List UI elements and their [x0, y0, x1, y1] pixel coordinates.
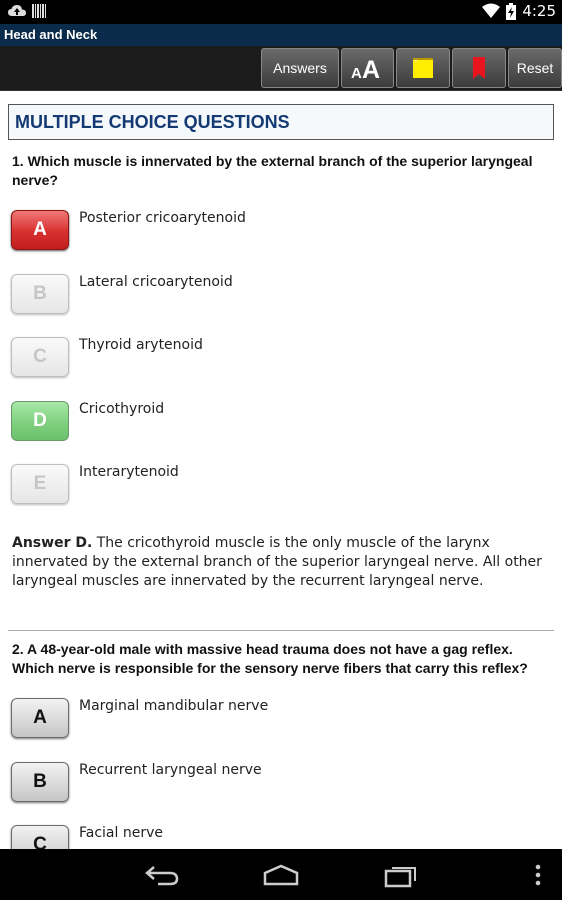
barcode-icon [32, 3, 46, 19]
question-divider [8, 630, 554, 631]
q1-option-a-label[interactable]: Posterior cricoarytenoid [79, 210, 246, 226]
app-title: Head and Neck [4, 27, 98, 42]
q1-option-d-button[interactable]: D [11, 401, 69, 441]
battery-icon [506, 3, 516, 20]
app-title-bar [0, 24, 562, 46]
question-2-text: 2. A 48-year-old male with massive head trauma does not have a gag reflex. Which nerve is responsible for the sensory nerve fibers that carry this reflex? [12, 641, 528, 676]
q1-option-b-label[interactable]: Lateral cricoarytenoid [79, 274, 233, 290]
q2-option-c-label[interactable]: Facial nerve [79, 825, 163, 841]
status-bar [0, 0, 562, 24]
status-time: 4:25 [522, 2, 556, 20]
q2-option-b-label[interactable]: Recurrent laryngeal nerve [79, 762, 262, 778]
highlighter-icon [412, 57, 434, 79]
q1-option-c-button[interactable]: C [11, 337, 69, 377]
q1-option-c-label[interactable]: Thyroid arytenoid [79, 337, 203, 353]
wifi-icon [482, 3, 500, 19]
recent-apps-icon[interactable] [384, 862, 418, 888]
answers-button[interactable]: Answers [261, 48, 339, 88]
question-1-text: 1. Which muscle is innervated by the external branch of the superior laryngeal nerve? [12, 153, 533, 188]
status-left-icons [8, 3, 46, 19]
q1-option-b-button[interactable]: B [11, 274, 69, 314]
back-icon[interactable] [144, 863, 180, 887]
svg-text:A: A [350, 65, 362, 81]
q1-answer-text: The cricothyroid muscle is the only muscle of the larynx innervated by the external branch of the superior laryngeal nerve. All other laryngeal muscles are innervated by the recurrent laryngeal nerve. [12, 535, 542, 589]
font-size-button[interactable] [341, 48, 394, 88]
q1-answer-prefix: Answer D. [12, 535, 93, 551]
q1-option-a-button[interactable]: A [11, 210, 69, 250]
toolbar [0, 46, 562, 91]
highlight-button[interactable] [396, 48, 450, 88]
q1-option-e-label[interactable]: Interarytenoid [79, 464, 179, 480]
q2-option-a-label[interactable]: Marginal mandibular nerve [79, 698, 269, 714]
section-header [8, 104, 554, 140]
cloud-upload-icon [8, 3, 26, 19]
q2-option-c-button[interactable]: C [11, 825, 69, 849]
bookmark-icon [472, 56, 486, 80]
q1-answer-explanation [12, 534, 548, 591]
q2-option-a-button[interactable]: A [11, 698, 69, 738]
svg-text:A: A [361, 56, 380, 81]
reset-button[interactable]: Reset [508, 48, 562, 88]
bookmark-button[interactable] [452, 48, 506, 88]
q1-option-e-button[interactable]: E [11, 464, 69, 504]
font-size-icon [350, 55, 386, 81]
section-title: MULTIPLE CHOICE QUESTIONS [15, 112, 290, 132]
q1-option-d-label[interactable]: Cricothyroid [79, 401, 165, 417]
overflow-menu-icon[interactable] [533, 863, 543, 887]
navigation-bar [0, 849, 562, 900]
home-icon[interactable] [263, 864, 299, 886]
q2-option-b-button[interactable]: B [11, 762, 69, 802]
status-right-icons [482, 2, 556, 20]
question-content[interactable] [0, 91, 562, 849]
